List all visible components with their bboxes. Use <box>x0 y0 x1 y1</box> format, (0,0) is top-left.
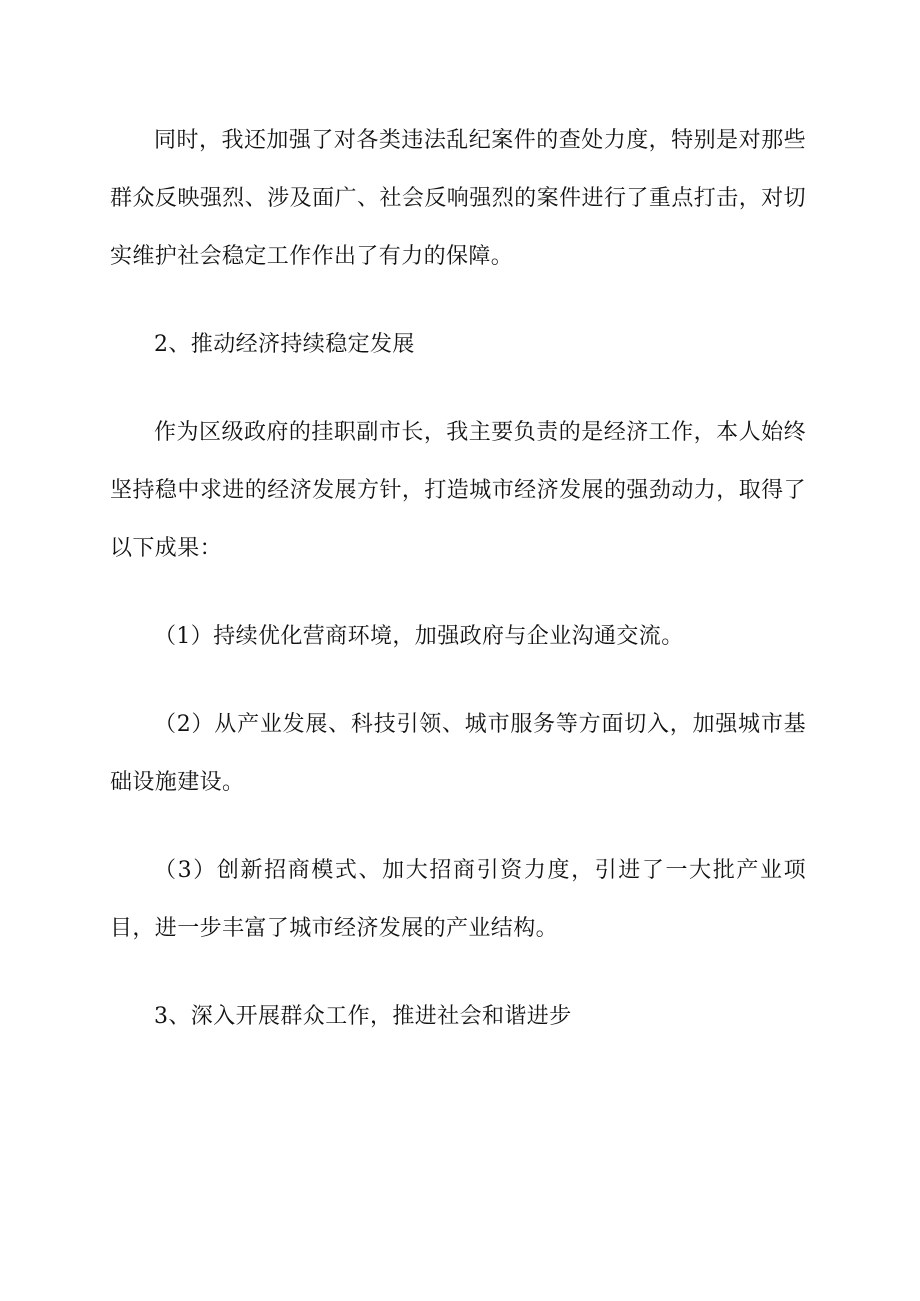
section-heading-economy: 2、推动经济持续稳定发展 <box>154 332 415 357</box>
paragraph-economy-intro: 作为区级政府的挂职副市长，我主要负责的是经济工作，本人始终坚持稳中求进的经济发展方针，打造城市经济发展的强劲动力，取得了以下成果： <box>110 420 806 561</box>
paragraph-law-enforcement: 同时，我还加强了对各类违法乱纪案件的查处力度，特别是对那些群众反映强烈、涉及面广、社会反响强烈的案件进行了重点打击，对切实维护社会稳定工作作出了有力的保障。 <box>110 128 806 269</box>
section-heading-public-work: 3、深入开展群众工作，推进社会和谐进步 <box>154 1004 572 1029</box>
list-item-1: （1）持续优化营商环境，加强政府与企业沟通交流。 <box>154 624 684 649</box>
list-item-3: （3）创新招商模式、加大招商引资力度，引进了一大批产业项目，进一步丰富了城市经济发展的产业结构。 <box>110 858 806 941</box>
document-page <box>110 112 806 1046</box>
list-item-2: （2）从产业发展、科技引领、城市服务等方面切入，加强城市基础设施建设。 <box>110 712 806 795</box>
